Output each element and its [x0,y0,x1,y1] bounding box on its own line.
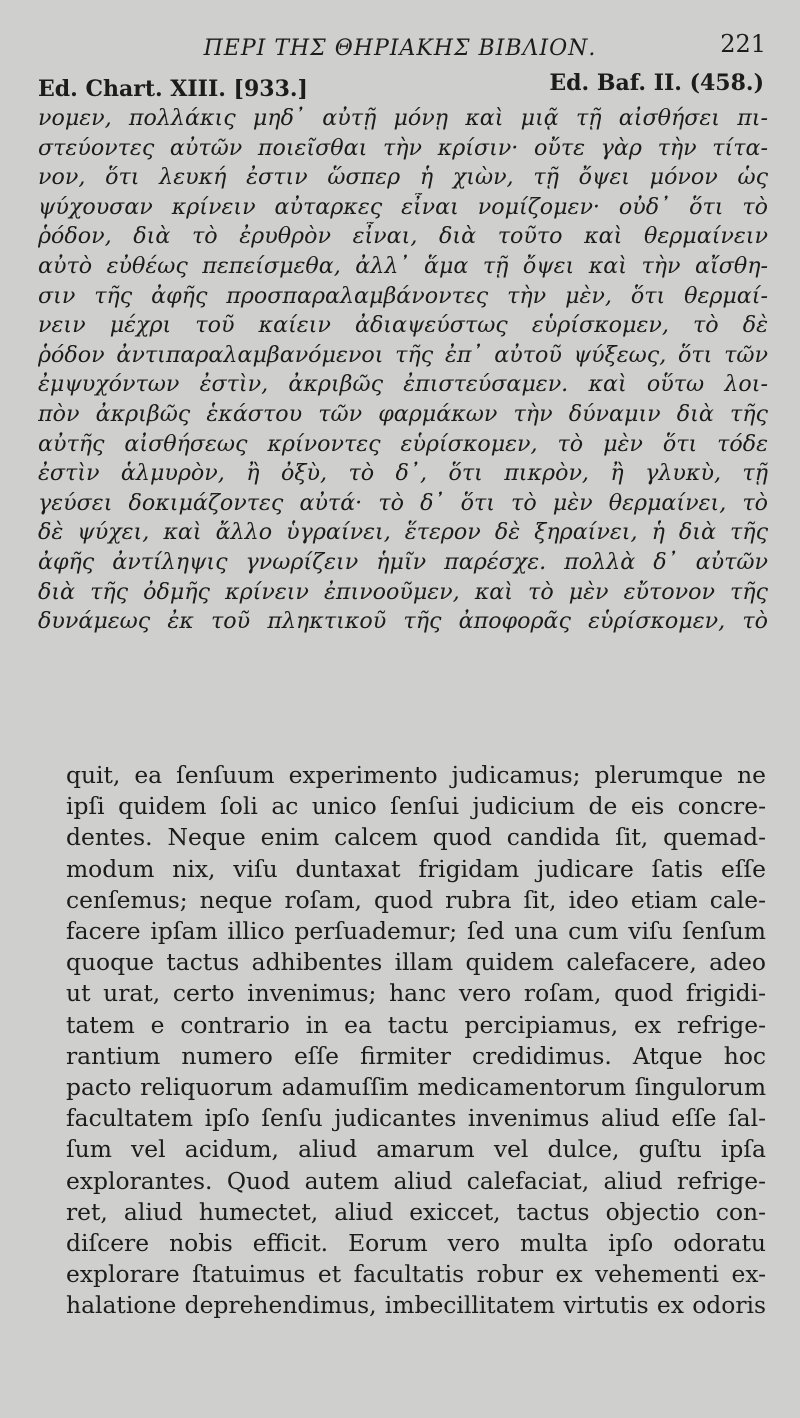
latin-text-line: diſcere nobis efficit. Eorum vero multa ipſo odoratu [66,1229,766,1258]
latin-text-line: explorare ſtatuimus et facultatis robur ex vehementi ex- [66,1260,766,1289]
greek-text-line: πὸν ἀκριβῶς ἑκάστου τῶν φαρμάκων τὴν δύναμιν διὰ τῆς [38,400,768,427]
greek-text-line: αὐτῆς αἰσθήσεως κρίνοντες εὑρίσκομεν, τὸ μὲν ὅτι τόδε [38,430,768,457]
greek-text-line: ἀφῆς ἀντίληψις γνωρίζειν ἡμῖν παρέσχε. πολλὰ δ᾽ αὐτῶν [38,548,768,575]
greek-text-line: ῥόδον, διὰ τὸ ἐρυθρὸν εἶναι, διὰ τοῦτο καὶ θερμαίνειν [38,223,768,250]
greek-text-line: δὲ ψύχει, καὶ ἄλλο ὑγραίνει, ἕτερον δὲ ξηραίνει, ἡ διὰ τῆς [38,519,768,546]
greek-text-line: στεύοντες αὐτῶν ποιεῖσθαι τὴν κρίσιν· οὔτε γὰρ τὴν τίτα- [38,134,768,161]
greek-text-line: νομεν, πολλάκις μηδ᾽ αὐτῇ μόνῃ καὶ μιᾷ τῇ αἰσθήσει πι- [38,105,768,131]
greek-text-line: νον, ὅτι λευκή ἐστιν ὥσπερ ἡ χιὼν, τῇ ὄψει μόνον ὡς [38,164,768,191]
latin-text-line: ret, aliud humectet, aliud exiccet, tactus objectio con- [66,1197,766,1226]
latin-text-line: quoque tactus adhibentes illam quidem calefacere, adeo [66,948,766,977]
latin-text-line: dentes. Neque enim calcem quod candida ſit, quemad- [66,823,766,852]
latin-text-line: cenſemus; neque roſam, quod rubra ſit, ideo etiam cale- [66,885,766,914]
running-title: ΠΕΡΙ ΤΗΣ ΘΗΡΙΑΚΗΣ ΒΙΒΛΙΟΝ. [203,36,597,61]
latin-text-line: tatem e contrario in ea tactu percipiamus, ex refrige- [66,1010,766,1039]
latin-text-line: facultatem ipſo ſenſu judicantes invenimus aliud eſſe ſal- [66,1104,766,1133]
latin-text-line: halatione deprehendimus, imbecillitatem virtutis ex odoris [66,1291,766,1320]
latin-text-line: ſum vel acidum, aliud amarum vel dulce, guſtu ipſa [66,1135,766,1164]
latin-text-block [66,760,766,1322]
latin-text-line: rantium numero eſſe firmiter credidimus. Atque hoc [66,1041,766,1070]
latin-text-line: pacto reliquorum adamuſſim medicamentorum ſingulorum [66,1073,766,1102]
latin-text-line: facere ipſam illico perſuademur; ſed una cum viſu ſenſum [66,917,766,946]
greek-text-line: αὐτὸ εὐθέως πεπείσμεθα, ἀλλ᾽ ἅμα τῇ ὄψει καὶ τὴν αἴσθη- [38,252,768,279]
greek-text-line: ῥόδον ἀντιπαραλαμβανόμενοι τῆς ἐπ᾽ αὐτοῦ ψύξεως, ὅτι τῶν [38,341,768,368]
greek-text-line: νειν μέχρι τοῦ καίειν ἀδιαψεύστως εὑρίσκομεν, τὸ δὲ [38,312,768,339]
greek-text-block [38,104,768,637]
greek-text-line: ἐμψυχόντων ἐστὶν, ἀκριβῶς ἐπιστεύσαμεν. καὶ οὕτω λοι- [38,371,768,398]
latin-text-line: modum nix, viſu duntaxat frigidam judicare ſatis eſſe [66,854,766,883]
greek-text-line: γεύσει δοκιμάζοντες αὐτά· τὸ δ᾽ ὅτι τὸ μὲν θερμαίνει, τὸ [38,489,768,516]
latin-text-line: ut urat, certo invenimus; hanc vero roſam, quod frigidi- [66,979,766,1008]
greek-text-line: ἐστὶν ἁλμυρὸν, ἢ ὀξὺ, τὸ δ᾽, ὅτι πικρὸν, ἢ γλυκὺ, τῇ [38,460,768,487]
latin-text-line: explorantes. Quod autem aliud calefaciat, aliud refrige- [66,1166,766,1195]
latin-text-line: quit, ea ſenſuum experimento judicamus; plerumque ne [66,761,766,789]
greek-text-line: δυνάμεως ἐκ τοῦ πληκτικοῦ τῆς ἀποφορᾶς εὑρίσκομεν, τὸ [38,608,768,635]
page-number: 221 [720,30,766,58]
greek-text-line: σιν τῆς ἀφῆς προσπαραλαμβάνοντες τὴν μὲν, ὅτι θερμαί- [38,282,768,309]
greek-text-line: ψύχουσαν κρίνειν αὐταρκες εἶναι νομίζομεν· οὐδ᾽ ὅτι τὸ [38,193,768,220]
greek-text-line: διὰ τῆς ὀδμῆς κρίνειν ἐπινοοῦμεν, καὶ τὸ μὲν εὔτονον τῆς [38,578,768,605]
latin-text-line: ipſi quidem ſoli ac unico ſenſui judicium de eis concre- [66,792,766,821]
edition-reference-basel: Ed. Baf. II. (458.) [549,70,764,96]
edition-reference-chartier: Ed. Chart. XIII. [933.] [38,76,308,102]
